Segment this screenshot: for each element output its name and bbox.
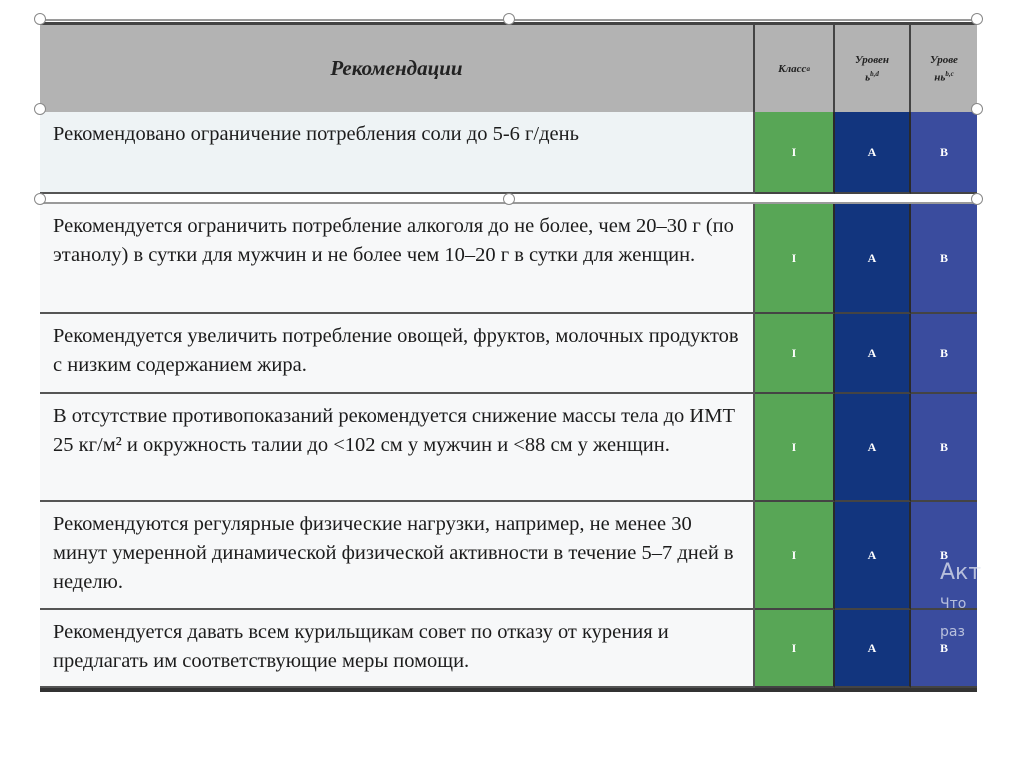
resize-handle-top-left[interactable] bbox=[34, 13, 46, 25]
level-2-cell: B bbox=[911, 204, 977, 314]
table-row bbox=[40, 394, 977, 502]
header-recommendations: Рекомендации bbox=[40, 25, 755, 112]
level-1-cell: A bbox=[835, 610, 911, 688]
level-1-cell: A bbox=[835, 314, 911, 394]
header-level-1: Уровен $ь^{b,d}$ bbox=[835, 25, 911, 112]
table-row bbox=[40, 204, 977, 314]
resize-handle-middle-left[interactable] bbox=[34, 103, 46, 115]
header-class: Класс a bbox=[755, 25, 835, 112]
class-cell: I bbox=[755, 204, 835, 314]
resize-handle-middle-right[interactable] bbox=[971, 103, 983, 115]
level-2-cell: B bbox=[911, 112, 977, 194]
class-cell: I bbox=[755, 314, 835, 394]
class-cell: I bbox=[755, 394, 835, 502]
activation-watermark-title: Акт bbox=[940, 560, 982, 585]
resize-handle-bottom-right[interactable] bbox=[971, 193, 983, 205]
resize-handle-bottom-left[interactable] bbox=[34, 193, 46, 205]
activation-watermark-line: Что bbox=[940, 596, 967, 612]
table-row bbox=[40, 112, 977, 194]
level-1-cell: A bbox=[835, 502, 911, 610]
level-2-cell: B bbox=[911, 394, 977, 502]
resize-handle-bottom-middle[interactable] bbox=[503, 193, 515, 205]
table-header bbox=[40, 22, 977, 112]
recommendation-text: Рекомендуется увеличить потребление овощей, фруктов, молочных продуктов с низким содержанием жира. bbox=[40, 314, 755, 394]
activation-watermark-line: раз bbox=[940, 624, 965, 640]
class-cell: I bbox=[755, 112, 835, 194]
recommendation-text: Рекомендуются регулярные физические нагрузки, например, не менее 30 минут умеренной динамической физической активности в течение 5–7 дней в неделю. bbox=[40, 502, 755, 610]
class-cell: I bbox=[755, 610, 835, 688]
level-2-cell: B bbox=[911, 314, 977, 394]
table-row bbox=[40, 502, 977, 610]
level-1-cell: A bbox=[835, 204, 911, 314]
table-bottom-border bbox=[40, 688, 977, 692]
recommendation-text: Рекомендовано ограничение потребления соли до 5-6 г/день bbox=[40, 112, 755, 194]
class-cell: I bbox=[755, 502, 835, 610]
table-row bbox=[40, 314, 977, 394]
level-2-cell: B bbox=[911, 502, 977, 610]
recommendation-text: В отсутствие противопоказаний рекомендуется снижение массы тела до ИМТ 25 кг/м² и окружность талии до <102 см у мужчин и <88 см у женщин. bbox=[40, 394, 755, 502]
recommendation-text: Рекомендуется ограничить потребление алкоголя до не более, чем 20–30 г (по этанолу) в сутки для мужчин и не более чем 10–20 г в сутки для женщин. bbox=[40, 204, 755, 314]
header-level-2: Урове нь$^{b,c}$ bbox=[930, 53, 958, 84]
resize-handle-top-right[interactable] bbox=[971, 13, 983, 25]
resize-handle-top-middle[interactable] bbox=[503, 13, 515, 25]
level-1-cell: A bbox=[835, 394, 911, 502]
level-1-cell: A bbox=[835, 112, 911, 194]
level-2-cell: B bbox=[911, 610, 977, 688]
recommendation-text: Рекомендуется давать всем курильщикам совет по отказу от курения и предлагать им соответствующие меры помощи. bbox=[40, 610, 755, 688]
table-row bbox=[40, 610, 977, 688]
